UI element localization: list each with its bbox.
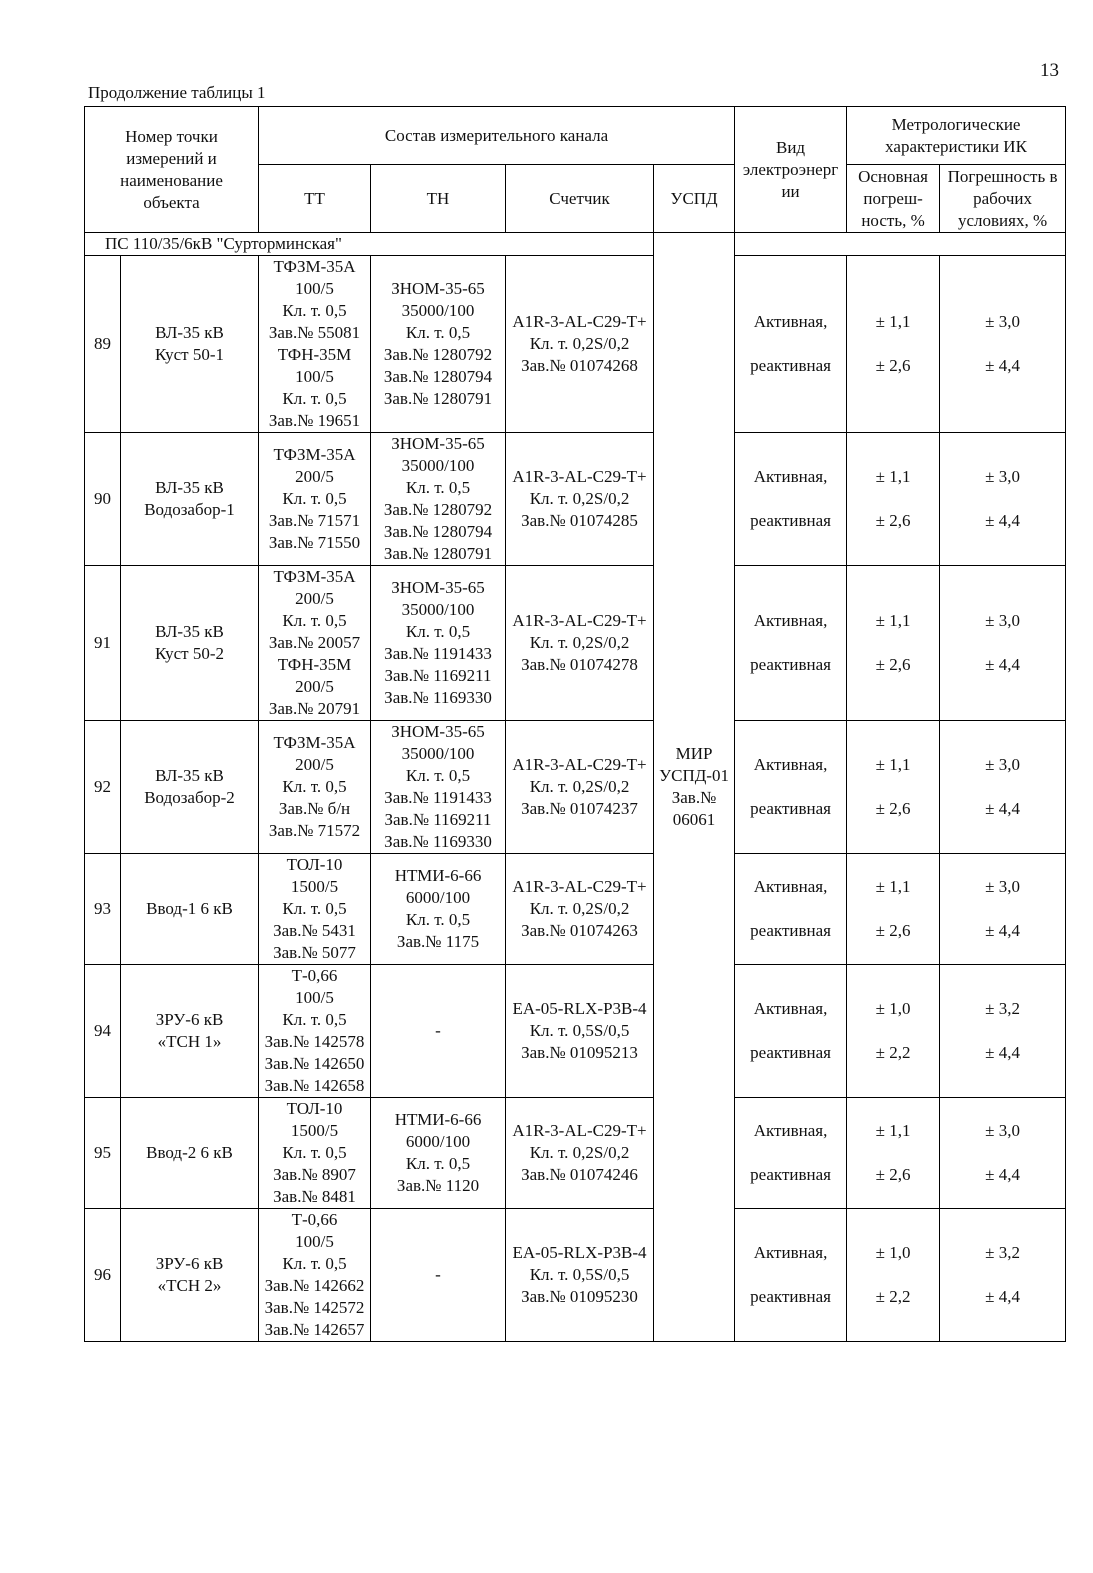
meter-cell-line: Зав.№ 01074268: [521, 356, 638, 375]
object-name-line: Ввод-1 6 кВ: [146, 899, 233, 918]
row-number: 89: [85, 256, 121, 433]
tt-cell-line: Зав.№ 142650: [264, 1054, 365, 1073]
meter-cell-line: Кл. т. 0,2S/0,2: [529, 777, 630, 796]
meter-cell-line: A1R-3-AL-C29-T+: [512, 312, 647, 331]
tn-cell-line: 6000/100: [405, 888, 471, 907]
tn-cell-line: Зав.№ 1280792: [383, 345, 493, 364]
uspd-line: Зав.№: [671, 788, 717, 807]
tt-cell-line: ТФН-35М: [277, 345, 352, 364]
tt-cell-line: 100/5: [295, 279, 334, 298]
table-row: [85, 1098, 1066, 1209]
meter-cell: [506, 256, 654, 433]
tn-cell: [371, 433, 506, 566]
tt-cell-line: ТФЗМ-35А: [273, 257, 356, 276]
table-row: [85, 965, 1066, 1098]
tt-cell-line: 200/5: [295, 755, 334, 774]
work-error-value: ± 3,0: [985, 467, 1020, 486]
tn-cell: [371, 965, 506, 1098]
meter-cell-line: Кл. т. 0,2S/0,2: [529, 633, 630, 652]
tt-cell-line: Зав.№ 71572: [268, 821, 361, 840]
meter-cell-line: A1R-3-AL-C29-T+: [512, 755, 647, 774]
energy-type: [735, 965, 847, 1098]
tn-cell-line: Зав.№ 1280794: [383, 367, 493, 386]
meter-cell-line: Зав.№ 01095230: [521, 1287, 638, 1306]
work-error-value: ± 4,4: [985, 655, 1020, 674]
energy-type-value: Активная,: [753, 312, 828, 331]
tn-cell-line: 35000/100: [401, 301, 475, 320]
tt-cell: [259, 965, 371, 1098]
energy-type: [735, 1098, 847, 1209]
meter-cell: [506, 965, 654, 1098]
energy-type-value: Активная,: [753, 467, 828, 486]
object-name-line: «ТСН 1»: [157, 1032, 222, 1051]
meter-cell-line: Кл. т. 0,2S/0,2: [529, 334, 630, 353]
uspd-line: УСПД-01: [659, 766, 729, 785]
object-name-line: Куст 50-1: [155, 345, 224, 364]
tt-cell-line: ТФЗМ-35А: [273, 567, 356, 586]
row-number: 91: [85, 566, 121, 721]
basic-error: [847, 256, 940, 433]
table-row: [85, 721, 1066, 854]
tt-cell-line: Кл. т. 0,5: [282, 611, 347, 630]
tt-cell-line: Зав.№ 142662: [264, 1276, 365, 1295]
tt-cell-line: Зав.№ 5077: [273, 943, 356, 962]
energy-type-value: реактивная: [750, 1043, 831, 1062]
meter-cell-line: Зав.№ 01095213: [521, 1043, 638, 1062]
tt-cell-line: Т-0,66: [291, 1210, 338, 1229]
basic-error-value: ± 1,1: [875, 312, 911, 331]
tn-cell-line: Зав.№ 1191433: [384, 644, 492, 663]
meter-cell-line: A1R-3-AL-C29-T+: [512, 877, 647, 896]
meter-cell-line: Кл. т. 0,5S/0,5: [529, 1021, 630, 1040]
header-metrology: Метрологические характеристики ИК: [847, 107, 1066, 165]
basic-error-value: ± 2,6: [875, 655, 911, 674]
tt-cell-line: Зав.№ 142572: [264, 1298, 365, 1317]
uspd-line: 06061: [672, 810, 716, 829]
tt-cell-line: ТФН-35М: [277, 655, 352, 674]
basic-error: [847, 721, 940, 854]
tt-cell-line: Кл. т. 0,5: [282, 1143, 347, 1162]
page-number: 13: [1040, 60, 1059, 81]
meter-cell: [506, 1209, 654, 1342]
meter-cell: [506, 854, 654, 965]
tn-cell-line: ЗНОМ-35-65: [391, 279, 485, 298]
energy-type: [735, 256, 847, 433]
meter-cell-line: EA-05-RLX-P3B-4: [512, 1243, 647, 1262]
tt-cell-line: 200/5: [295, 677, 334, 696]
basic-error-value: ± 1,0: [875, 1243, 911, 1262]
uspd-line: МИР: [675, 744, 713, 763]
tn-cell-line: Кл. т. 0,5: [405, 478, 471, 497]
basic-error: [847, 566, 940, 721]
work-error-value: ± 3,0: [985, 312, 1020, 331]
measurement-table: [84, 106, 1066, 1342]
tn-cell: [371, 1098, 506, 1209]
tt-cell: [259, 1098, 371, 1209]
object-name-line: «ТСН 2»: [157, 1276, 222, 1295]
work-error: [940, 854, 1066, 965]
tt-cell-line: Зав.№ 8481: [273, 1187, 356, 1206]
header-uspd: УСПД: [654, 165, 735, 233]
basic-error: [847, 1098, 940, 1209]
work-error: [940, 1098, 1066, 1209]
tt-cell-line: ТОЛ-10: [286, 1099, 343, 1118]
tn-cell-line: Зав.№ 1169330: [384, 832, 492, 851]
header-work-error: Погрешность в рабочих условиях, %: [940, 165, 1066, 233]
header-meter: Счетчик: [506, 165, 654, 233]
energy-type: [735, 854, 847, 965]
tt-cell-line: 1500/5: [290, 1121, 339, 1140]
tt-cell: [259, 433, 371, 566]
tn-cell-line: ЗНОМ-35-65: [391, 722, 485, 741]
tt-cell-line: Кл. т. 0,5: [282, 777, 347, 796]
row-number: 94: [85, 965, 121, 1098]
meter-cell-line: A1R-3-AL-C29-T+: [512, 467, 647, 486]
work-error-value: ± 4,4: [985, 799, 1020, 818]
tn-cell-line: ЗНОМ-35-65: [391, 434, 485, 453]
row-number: 96: [85, 1209, 121, 1342]
basic-error: [847, 854, 940, 965]
tn-cell-line: Кл. т. 0,5: [405, 622, 471, 641]
work-error-value: ± 3,2: [985, 1243, 1020, 1262]
energy-type-value: реактивная: [750, 799, 831, 818]
table-row: [85, 1209, 1066, 1342]
basic-error-value: ± 2,6: [875, 1165, 911, 1184]
basic-error: [847, 1209, 940, 1342]
basic-error-value: ± 2,6: [875, 921, 911, 940]
energy-type-value: реактивная: [750, 655, 831, 674]
object-name: [121, 965, 259, 1098]
basic-error: [847, 965, 940, 1098]
header-tn: ТН: [371, 165, 506, 233]
object-name-line: ЗРУ-6 кВ: [155, 1010, 224, 1029]
meter-cell-line: Зав.№ 01074263: [521, 921, 638, 940]
meter-cell-line: Зав.№ 01074237: [521, 799, 638, 818]
header-channel: Состав измерительного канала: [259, 107, 735, 165]
tn-cell-line: Кл. т. 0,5: [405, 1154, 471, 1173]
tt-cell-line: Кл. т. 0,5: [282, 1254, 347, 1273]
tt-cell-line: Зав.№ 19651: [268, 411, 361, 430]
tn-cell-line: НТМИ-6-66: [394, 1110, 482, 1129]
tn-cell-line: Кл. т. 0,5: [405, 910, 471, 929]
tn-cell-line: ЗНОМ-35-65: [391, 578, 485, 597]
basic-error-value: ± 1,1: [875, 877, 911, 896]
energy-type: [735, 721, 847, 854]
tt-cell-line: Кл. т. 0,5: [282, 1010, 347, 1029]
meter-cell: [506, 566, 654, 721]
tn-cell-line: -: [435, 1021, 441, 1040]
tt-cell-line: Зав.№ 5431: [273, 921, 356, 940]
table-row: [85, 256, 1066, 433]
tn-cell-line: 35000/100: [401, 456, 475, 475]
header-basic-error: Основная погреш- ность, %: [847, 165, 940, 233]
tn-cell-line: Зав.№ 1280791: [383, 389, 493, 408]
energy-type: [735, 1209, 847, 1342]
basic-error-value: ± 1,0: [875, 999, 911, 1018]
meter-cell: [506, 1098, 654, 1209]
energy-type-value: реактивная: [750, 511, 831, 530]
meter-cell-line: Зав.№ 01074278: [521, 655, 638, 674]
tn-cell-line: Зав.№ 1169211: [384, 666, 492, 685]
tt-cell-line: Зав.№ 142658: [264, 1076, 365, 1095]
object-name-line: ВЛ-35 кВ: [155, 622, 224, 641]
tt-cell-line: Зав.№ 142657: [264, 1320, 365, 1339]
meter-cell-line: Зав.№ 01074285: [521, 511, 638, 530]
tt-cell-line: 100/5: [295, 1232, 334, 1251]
meter-cell-line: A1R-3-AL-C29-T+: [512, 611, 647, 630]
object-name: [121, 721, 259, 854]
tn-cell: [371, 854, 506, 965]
tt-cell-line: ТОЛ-10: [286, 855, 343, 874]
meter-cell-line: Кл. т. 0,2S/0,2: [529, 489, 630, 508]
energy-type-value: реактивная: [750, 1165, 831, 1184]
tn-cell-line: Зав.№ 1280791: [383, 544, 493, 563]
work-error: [940, 256, 1066, 433]
tt-cell-line: Зав.№ 55081: [268, 323, 361, 342]
section-title: ПС 110/35/6кВ "Сурторминская": [85, 233, 654, 256]
work-error: [940, 433, 1066, 566]
tn-cell-line: Кл. т. 0,5: [405, 323, 471, 342]
basic-error-value: ± 2,6: [875, 356, 911, 375]
energy-type-value: реактивная: [750, 921, 831, 940]
energy-type: [735, 566, 847, 721]
object-name: [121, 566, 259, 721]
meter-cell-line: EA-05-RLX-P3B-4: [512, 999, 647, 1018]
tt-cell: [259, 1209, 371, 1342]
object-name-line: Водозабор-2: [144, 788, 235, 807]
tn-cell-line: Зав.№ 1120: [396, 1176, 480, 1195]
tn-cell-line: Зав.№ 1280794: [383, 522, 493, 541]
tt-cell-line: Т-0,66: [291, 966, 338, 985]
tt-cell-line: ТФЗМ-35А: [273, 445, 356, 464]
object-name: [121, 1209, 259, 1342]
work-error-value: ± 4,4: [985, 921, 1020, 940]
tn-cell: [371, 721, 506, 854]
work-error-value: ± 4,4: [985, 1165, 1020, 1184]
tt-cell-line: ТФЗМ-35А: [273, 733, 356, 752]
object-name-line: Водозабор-1: [144, 500, 235, 519]
meter-cell: [506, 721, 654, 854]
tn-cell-line: НТМИ-6-66: [394, 866, 482, 885]
object-name: [121, 256, 259, 433]
tt-cell: [259, 721, 371, 854]
energy-type-value: Активная,: [753, 1243, 828, 1262]
work-error-value: ± 3,0: [985, 755, 1020, 774]
row-number: 90: [85, 433, 121, 566]
row-number: 92: [85, 721, 121, 854]
tt-cell-line: Зав.№ 20057: [268, 633, 361, 652]
work-error-value: ± 3,2: [985, 999, 1020, 1018]
energy-type-value: реактивная: [750, 356, 831, 375]
basic-error-value: ± 1,1: [875, 467, 911, 486]
tn-cell-line: Зав.№ 1169211: [384, 810, 492, 829]
tn-cell-line: 35000/100: [401, 744, 475, 763]
object-name-line: ЗРУ-6 кВ: [155, 1254, 224, 1273]
header-point: Номер точки измерений и наименование объекта: [85, 107, 259, 233]
work-error: [940, 566, 1066, 721]
tt-cell-line: Зав.№ 71571: [268, 511, 361, 530]
tn-cell-line: Зав.№ 1169330: [384, 688, 492, 707]
tn-cell-line: Зав.№ 1280792: [383, 500, 493, 519]
tt-cell: [259, 854, 371, 965]
tn-cell-line: -: [435, 1265, 441, 1284]
tt-cell: [259, 566, 371, 721]
tn-cell-line: Зав.№ 1191433: [384, 788, 492, 807]
basic-error-value: ± 1,1: [875, 755, 911, 774]
work-error-value: ± 4,4: [985, 1043, 1020, 1062]
object-name-line: ВЛ-35 кВ: [155, 323, 224, 342]
work-error-value: ± 3,0: [985, 611, 1020, 630]
row-number: 95: [85, 1098, 121, 1209]
tt-cell-line: Зав.№ 8907: [273, 1165, 356, 1184]
object-name-line: ВЛ-35 кВ: [155, 478, 224, 497]
object-name-line: Куст 50-2: [155, 644, 224, 663]
table-row: [85, 566, 1066, 721]
work-error: [940, 1209, 1066, 1342]
meter-cell-line: Кл. т. 0,5S/0,5: [529, 1265, 630, 1284]
tt-cell-line: Кл. т. 0,5: [282, 899, 347, 918]
tn-cell-line: 6000/100: [405, 1132, 471, 1151]
energy-type-value: Активная,: [753, 611, 828, 630]
meter-cell-line: Зав.№ 01074246: [521, 1165, 638, 1184]
header-tt: ТТ: [259, 165, 371, 233]
work-error-value: ± 4,4: [985, 1287, 1020, 1306]
tn-cell-line: 35000/100: [401, 600, 475, 619]
basic-error-value: ± 2,2: [875, 1043, 911, 1062]
work-error-value: ± 4,4: [985, 356, 1020, 375]
energy-type-value: Активная,: [753, 755, 828, 774]
basic-error-value: ± 1,1: [875, 1121, 911, 1140]
tt-cell-line: Зав.№ 142578: [264, 1032, 365, 1051]
basic-error-value: ± 2,2: [875, 1287, 911, 1306]
table-caption: Продолжение таблицы 1: [88, 83, 266, 102]
tt-cell-line: 100/5: [295, 988, 334, 1007]
meter-cell: [506, 433, 654, 566]
work-error-value: ± 3,0: [985, 1121, 1020, 1140]
meter-cell-line: A1R-3-AL-C29-T+: [512, 1121, 647, 1140]
object-name-line: ВЛ-35 кВ: [155, 766, 224, 785]
tt-cell-line: 200/5: [295, 589, 334, 608]
energy-type: [735, 433, 847, 566]
energy-type-value: Активная,: [753, 877, 828, 896]
tn-cell: [371, 1209, 506, 1342]
basic-error-value: ± 1,1: [875, 611, 911, 630]
object-name: [121, 433, 259, 566]
tt-cell: [259, 256, 371, 433]
work-error-value: ± 4,4: [985, 511, 1020, 530]
basic-error-value: ± 2,6: [875, 799, 911, 818]
row-number: 93: [85, 854, 121, 965]
tt-cell-line: 200/5: [295, 467, 334, 486]
tn-cell: [371, 566, 506, 721]
tt-cell-line: 100/5: [295, 367, 334, 386]
energy-type-value: Активная,: [753, 1121, 828, 1140]
table-row: [85, 854, 1066, 965]
meter-cell-line: Кл. т. 0,2S/0,2: [529, 899, 630, 918]
energy-type-value: Активная,: [753, 999, 828, 1018]
tt-cell-line: Кл. т. 0,5: [282, 489, 347, 508]
object-name-line: Ввод-2 6 кВ: [146, 1143, 233, 1162]
basic-error-value: ± 2,6: [875, 511, 911, 530]
work-error-value: ± 3,0: [985, 877, 1020, 896]
object-name: [121, 1098, 259, 1209]
meter-cell-line: Кл. т. 0,2S/0,2: [529, 1143, 630, 1162]
tt-cell-line: Кл. т. 0,5: [282, 389, 347, 408]
energy-type-value: реактивная: [750, 1287, 831, 1306]
tt-cell-line: 1500/5: [290, 877, 339, 896]
uspd-cell: [654, 233, 735, 1342]
tn-cell-line: Зав.№ 1175: [396, 932, 480, 951]
tn-cell-line: Кл. т. 0,5: [405, 766, 471, 785]
work-error: [940, 721, 1066, 854]
tn-cell: [371, 256, 506, 433]
table-row: [85, 433, 1066, 566]
basic-error: [847, 433, 940, 566]
tt-cell-line: Кл. т. 0,5: [282, 301, 347, 320]
object-name: [121, 854, 259, 965]
work-error: [940, 965, 1066, 1098]
header-energy-type: Вид электроэнерг ии: [735, 107, 847, 233]
tt-cell-line: Зав.№ 71550: [268, 533, 361, 552]
tt-cell-line: Зав.№ 20791: [268, 699, 361, 718]
tt-cell-line: Зав.№ б/н: [278, 799, 351, 818]
